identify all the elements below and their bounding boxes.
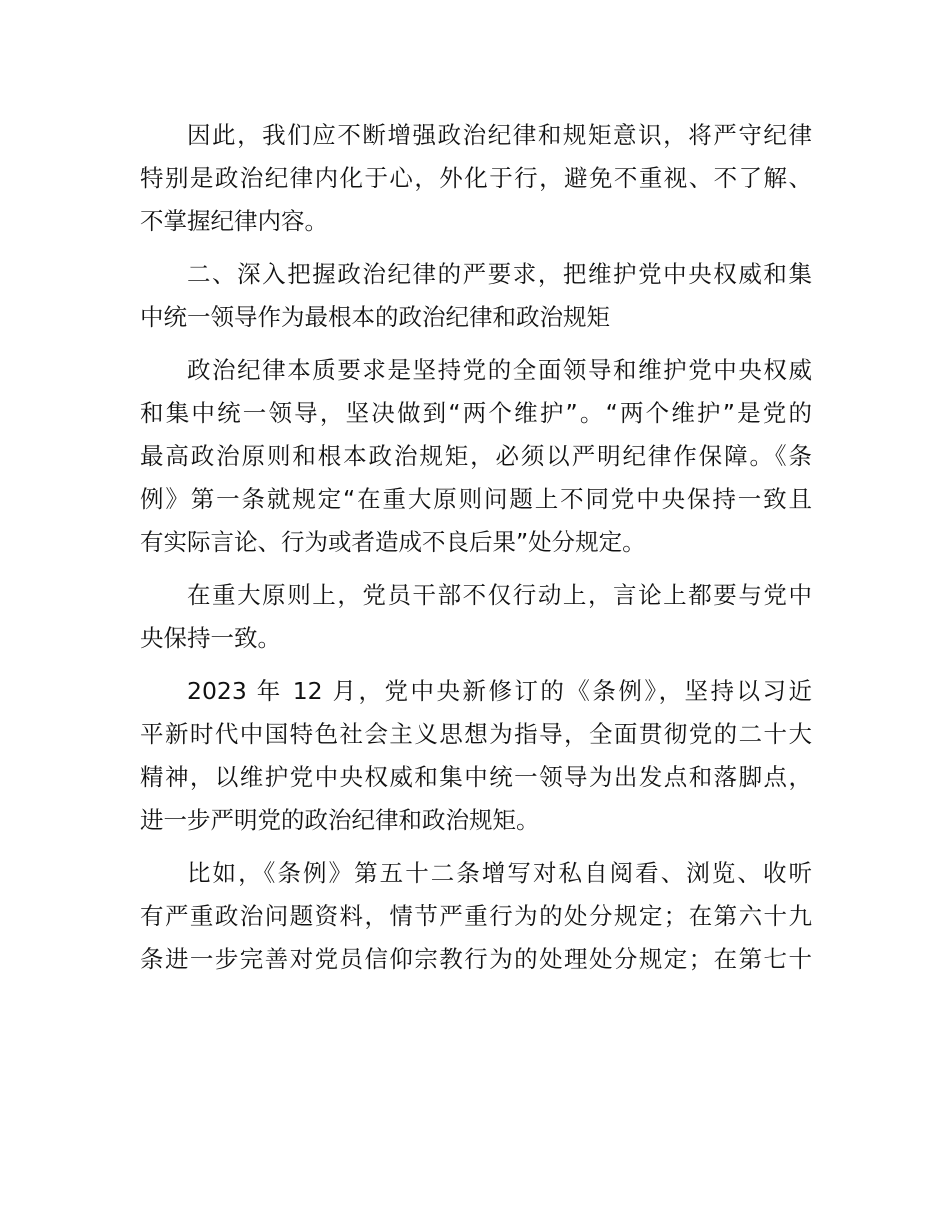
text-line: 特别是政治纪律内化于心，外化于行，避免不重视、不了解、 [140,164,812,192]
text-line: 央保持一致。 [140,624,281,652]
text-line: 二、深入把握政治纪律的严要求，把维护党中央权威和集 [187,260,812,288]
text-line: 2023 年 12 月，党中央新修订的《条例》，坚持以习近 [187,677,812,705]
paragraph-6 [140,852,812,981]
text-line: 因此，我们应不断增强政治纪律和规矩意识，将严守纪律 [187,121,812,149]
document-body [140,114,812,991]
paragraph-5 [140,670,812,842]
text-line: 中统一领导作为最根本的政治纪律和政治规矩 [140,303,610,331]
paragraph-4 [140,574,812,660]
text-line: 例》第一条就规定“在重大原则问题上不同党中央保持一致且 [140,485,812,513]
text-line: 平新时代中国特色社会主义思想为指导，全面贯彻党的二十大 [140,720,812,748]
text-line: 进一步严明党的政治纪律和政治规矩。 [140,806,540,834]
text-line: 精神，以维护党中央权威和集中统一领导为出发点和落脚点， [140,763,812,791]
text-line: 有严重政治问题资料，情节严重行为的处分规定；在第六十九 [140,902,812,930]
text-line: 不掌握纪律内容。 [140,207,328,235]
text-line: 最高政治原则和根本政治规矩，必须以严明纪律作保障。《条 [140,442,812,470]
text-line: 政治纪律本质要求是坚持党的全面领导和维护党中央权威 [187,356,812,384]
paragraph-3 [140,349,812,564]
text-line: 比如，《条例》第五十二条增写对私自阅看、浏览、收听 [187,859,812,887]
section-heading-paragraph [140,253,812,339]
text-line: 条进一步完善对党员信仰宗教行为的处理处分规定；在第七十 [140,945,812,973]
text-line: 有实际言论、行为或者造成不良后果”处分规定。 [140,528,646,556]
paragraph-1 [140,114,812,243]
text-line: 在重大原则上，党员干部不仅行动上，言论上都要与党中 [187,581,812,609]
text-line: 和集中统一领导，坚决做到“两个维护”。“两个维护”是党的 [140,399,812,427]
